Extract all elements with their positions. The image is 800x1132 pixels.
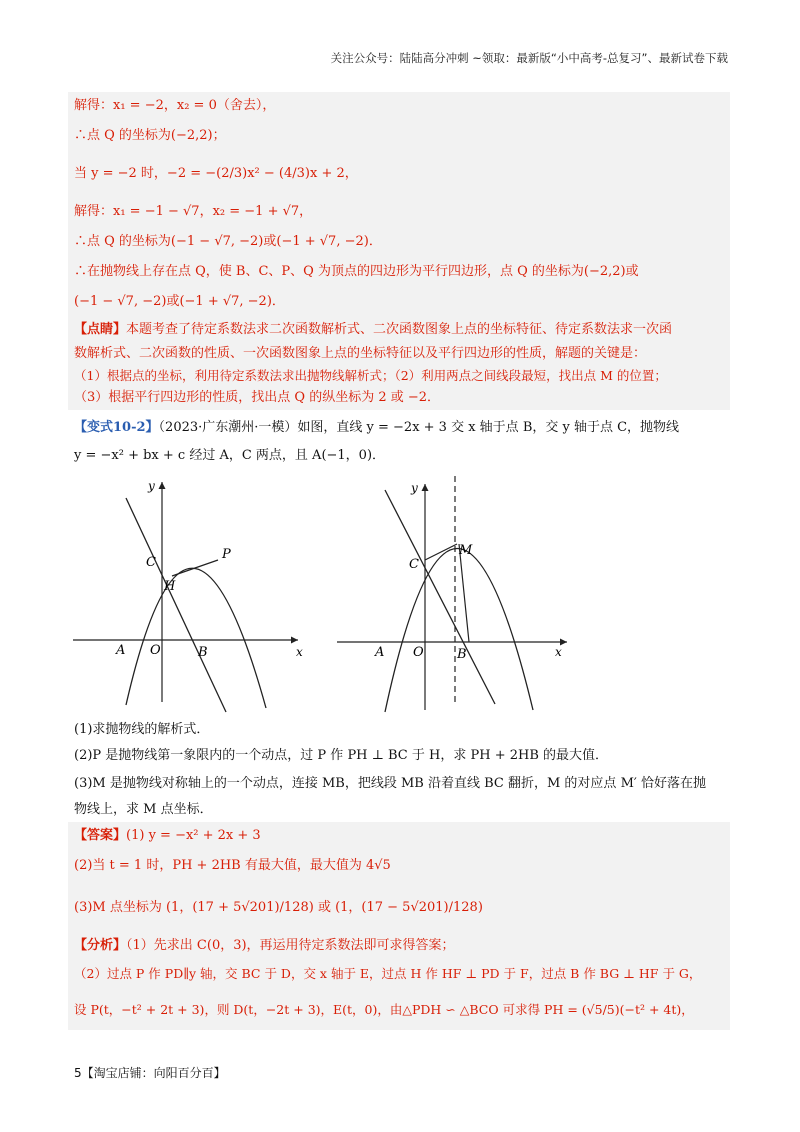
problem-line (74, 418, 679, 438)
page-header: 关注公众号：陆陆高分冲刺 ~领取：最新版“小中高考-总复习”、最新试卷下载 (330, 51, 728, 65)
segment-cm (425, 544, 457, 560)
solution-line: 当 y = −2 时，−2 = −(2/3)x² − (4/3)x + 2， (74, 166, 358, 181)
question-2: (2)P 是抛物线第一象限内的一个动点，过 P 作 PH ⊥ BC 于 H，求 PH + 2HB 的最大值． (74, 748, 609, 763)
page-footer: 5【淘宝店铺：向阳百分百】 (74, 1066, 226, 1080)
label-y: y (148, 479, 155, 493)
dianjing-line (74, 320, 672, 340)
analysis-2: （2）过点 P 作 PD∥y 轴，交 BC 于 D，交 x 轴于 E，过点 H 作 HF ⊥ PD 于 F，过点 B 作 BG ⊥ HF 于 G， (74, 966, 702, 981)
label-b: B (198, 645, 208, 660)
question-3: (3)M 是抛物线对称轴上的一个动点，连接 MB，把线段 MB 沿着直线 BC 翻折，M 的对应点 M′ 恰好落在抛 (74, 776, 706, 791)
label-m: M (459, 543, 473, 558)
line-bc (385, 490, 495, 704)
figure-2 (335, 470, 585, 715)
problem-tag: 【变式10-2】 (74, 420, 159, 435)
segment-mb (459, 544, 469, 642)
dianjing-text: 本题考查了待定系数法求二次函数解析式、二次函数图象上点的坐标特征、待定系数法求一次函 (126, 322, 673, 337)
segment-ph (172, 560, 218, 576)
label-y: y (411, 481, 418, 495)
figure-1 (68, 470, 318, 715)
line-bc (126, 498, 226, 712)
question-1: (1)求抛物线的解析式． (74, 722, 210, 737)
analysis-1: （1）先求出 C(0，3)，再运用待定系数法即可求得答案； (126, 938, 455, 953)
answer-line (74, 826, 261, 846)
analysis-line (74, 936, 455, 956)
dianjing-line: 数解析式、二次函数的性质、一次函数图象上点的坐标特征以及平行四边形的性质，解题的关键是： (74, 346, 647, 361)
analysis-tag: 【分析】 (74, 938, 127, 953)
analysis-3: 设 P(t，−t² + 2t + 3)，则 D(t，−2t + 3)，E(t，0)，由△PDH ∽ △BCO 可求得 PH = (√5/5)(−t² + 4t)， (74, 1002, 694, 1017)
solution-line: 解得：x₁ = −1 − √7，x₂ = −1 + √7， (74, 204, 313, 219)
answer-panel (68, 822, 730, 1030)
label-a: A (116, 643, 126, 658)
solution-line: (−1 − √7, −2)或(−1 + √7, −2)． (74, 294, 285, 309)
label-x: x (296, 645, 303, 659)
label-c: C (146, 555, 156, 570)
label-c: C (409, 557, 419, 572)
problem-text: （2023·广东潮州·一模）如图，直线 y = −2x + 3 交 x 轴于点 B，交 y 轴于点 C，抛物线 (158, 420, 680, 435)
parabola (126, 568, 266, 708)
question-3-cont: 物线上，求 M 点坐标． (74, 802, 213, 817)
parabola (385, 548, 533, 712)
solution-line: ∴在抛物线上存在点 Q，使 B、C、P、Q 为顶点的四边形为平行四边形，点 Q 的坐标为(−2,2)或 (74, 264, 639, 279)
answer-1: (1) y = −x² + 2x + 3 (126, 828, 261, 843)
label-b: B (457, 647, 467, 662)
answer-3: (3)M 点坐标为 (1，(17 + 5√201)/128) 或 (1，(17 − 5√201)/128) (74, 900, 483, 915)
label-a: A (375, 645, 385, 660)
dianjing-line: （1）根据点的坐标，利用待定系数法求出抛物线解析式；（2）利用两点之间线段最短，找出点 M 的位置； (74, 368, 667, 383)
label-h: H (164, 579, 176, 594)
label-p: P (222, 547, 231, 562)
label-o: O (150, 643, 161, 658)
label-x: x (555, 645, 562, 659)
dianjing-line: （3）根据平行四边形的性质，找出点 Q 的纵坐标为 2 或 −2． (74, 390, 441, 405)
solution-line: ∴点 Q 的坐标为(−1 − √7, −2)或(−1 + √7, −2)． (74, 234, 382, 249)
solution-line: 解得：x₁ = −2，x₂ = 0（舍去）， (74, 98, 276, 113)
answer-tag: 【答案】 (74, 828, 127, 843)
dianjing-tag: 【点睛】 (74, 322, 127, 337)
solution-line: ∴点 Q 的坐标为(−2,2)； (74, 128, 226, 143)
problem-line: y = −x² + bx + c 经过 A，C 两点，且 A(−1，0)． (74, 448, 386, 463)
label-o: O (413, 645, 424, 660)
answer-2: (2)当 t = 1 时，PH + 2HB 有最大值，最大值为 4√5 (74, 858, 391, 873)
